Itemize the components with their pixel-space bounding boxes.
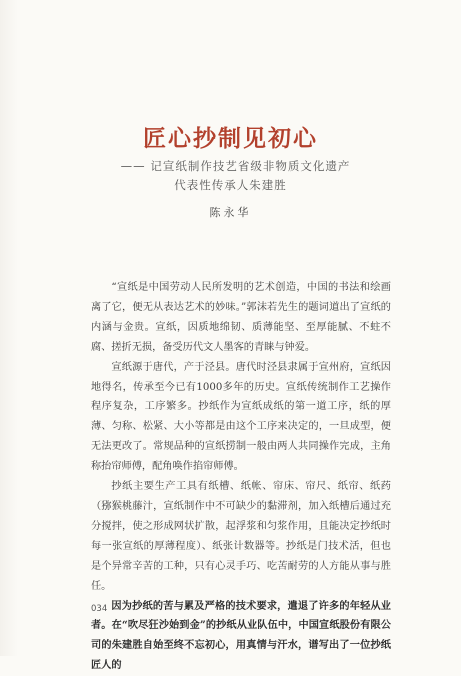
page-number: 034	[91, 604, 107, 614]
article-author: 陈永华	[0, 204, 461, 220]
article-body	[91, 278, 391, 676]
body-paragraph: “宣纸是中国劳动人民所发明的艺术创造，中国的书法和绘画离了它，便无从表达艺术的妙味。”郭沫若先生的题词道出了宣纸的内涵与金贵。宣纸，因质地绵韧、质薄能坚、至厚能腻、不蛀不腐、搓折无损，备受历代文人墨客的青睐与钟爱。	[91, 278, 391, 358]
article-title: 匠心抄制见初心	[0, 120, 461, 153]
body-paragraph: 因为抄纸的苦与累及严格的技术要求，遣退了许多的年轻从业者。在“吹尽狂沙始到金”的抄纸从业队伍中，中国宣纸股份有限公司的朱建胜自始至终不忘初心，用真情与汗水，谱写出了一位抄纸匠人的	[91, 597, 391, 676]
body-paragraph: 抄纸主要生产工具有纸槽、纸帐、帘床、帘尺、纸帘、纸药（猕猴桃藤汁，宣纸制作中不可缺少的黏滞剂，加入纸槽后通过充分搅拌，使之形成网状扩散，起浮浆和匀浆作用，且能决定抄纸时每一张宣纸的厚薄程度）、纸张计数器等。抄纸是门技术活，但也是个异常辛苦的工种，只有心灵手巧、吃苦耐劳的人方能从事与胜任。	[91, 477, 391, 596]
article-subtitle-line2: 代表性传承人朱建胜	[0, 177, 461, 193]
body-paragraph: 宣纸源于唐代，产于泾县。唐代时泾县隶属于宣州府，宣纸因地得名，传承至今已有1000多年的历史。宣纸传统制作工艺操作程序复杂，工序繁多。抄纸作为宣纸成纸的第一道工序，纸的厚薄、匀称、松紧、大小等都是由这个工序来决定的，一旦成型，便无法更改了。常规品种的宣纸捞制一般由两人共同操作完成，主角称抬帘师傅，配角唤作掐帘师傅。	[91, 358, 391, 477]
article-subtitle-line1: —— 记宣纸制作技艺省级非物质文化遗产	[0, 158, 461, 174]
